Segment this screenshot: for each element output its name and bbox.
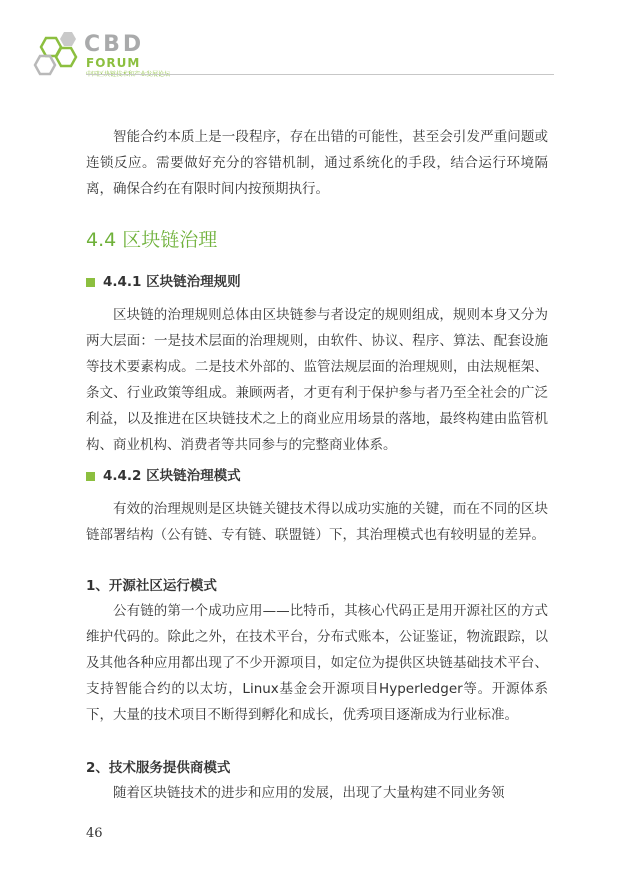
subsection-title-1: 4.4.1 区块链治理规则 — [103, 274, 241, 290]
subsection-1-body — [86, 302, 548, 458]
intro-paragraph: 智能合约本质上是一段程序，存在出错的可能性，甚至会引发严重问题或连锁反应。需要做好充分的容错机制，通过系统化的手段，结合运行环境隔离，确保合约在有限时间内按预期执行。 — [86, 129, 548, 197]
subsection-heading-2 — [86, 465, 241, 487]
header-divider — [86, 74, 554, 75]
cbd-forum-logo — [30, 30, 160, 80]
subsection-2-body — [86, 496, 548, 548]
subsection-heading-1 — [86, 271, 241, 293]
intro-paragraph-block — [86, 124, 548, 202]
item-heading-2: 2、技术服务提供商模式 — [86, 760, 231, 776]
hexagon-cluster-icon — [30, 30, 86, 80]
item-1-body — [86, 598, 548, 728]
logo-caption — [86, 71, 170, 79]
item-1-paragraph: 公有链的第一个成功应用——比特币，其核心代码正是用开源社区的方式维护代码的。除此之外，在技术平台，分布式账本，公证鉴证，物流跟踪，以及其他各种应用都出现了不少开源项目，如定位为提供区块链基础技术平台、支持智能合约的以太坊，Linux基金会开源项目Hyperledger等。开源体系下，大量的技术项目不断得到孵化和成长，优秀项目逐渐成为行业标准。 — [86, 603, 548, 723]
green-square-bullet-icon — [86, 472, 95, 481]
section-title: 4.4 区块链治理 — [86, 229, 218, 251]
green-square-bullet-icon — [86, 278, 95, 287]
item-2-body — [86, 780, 548, 806]
subsection-1-paragraph: 区块链的治理规则总体由区块链参与者设定的规则组成，规则本身又分为两大层面：一是技术层面的治理规则，由软件、协议、程序、算法、配套设施等技术要素构成。二是技术外部的、监管法规层面的治理规则，由法规框架、条文、行业政策等组成。兼顾两者，才更有利于保护参与者乃至全社会的广泛利益，以及推进在区块链技术之上的商业应用场景的落地，最终构建由监管机构、商业机构、消费者等共同参与的完整商业体系。 — [86, 307, 548, 453]
subsection-title-2: 4.4.2 区块链治理模式 — [103, 468, 241, 484]
subsection-2-paragraph: 有效的治理规则是区块链关键技术得以成功实施的关键，而在不同的区块链部署结构（公有链、专有链、联盟链）下，其治理模式也有较明显的差异。 — [86, 501, 548, 543]
item-heading-1: 1、开源社区运行模式 — [86, 578, 217, 594]
page-number: 46 — [86, 826, 103, 841]
logo-wordmark: CBD — [84, 32, 145, 57]
logo-forum-text: FORUM — [86, 56, 141, 70]
item-2-paragraph: 随着区块链技术的进步和应用的发展，出现了大量构建不同业务领 — [113, 785, 505, 801]
